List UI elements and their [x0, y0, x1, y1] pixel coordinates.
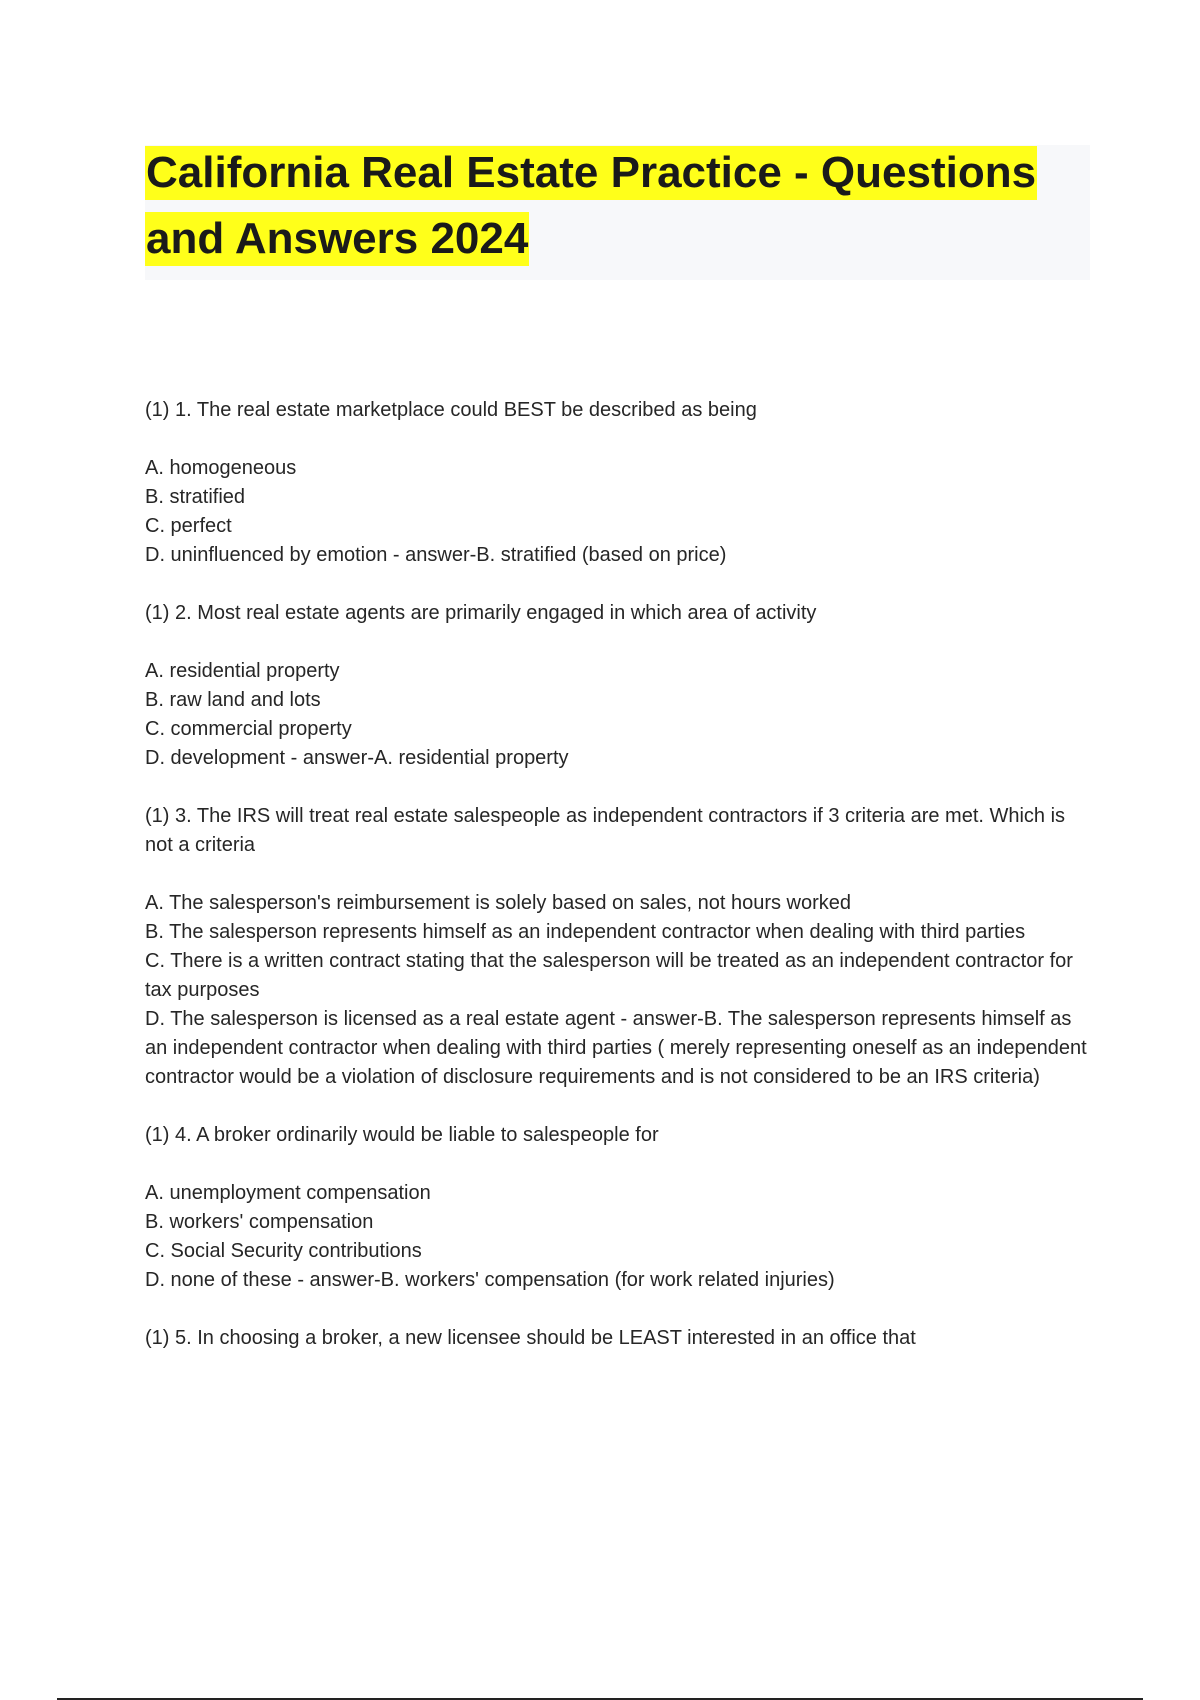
option-d-with-answer: D. uninfluenced by emotion - answer-B. stratified (based on price): [145, 544, 727, 566]
question-item: [145, 396, 1090, 570]
option-b: B. stratified: [145, 486, 246, 508]
question-item: [145, 802, 1090, 1092]
question-list: [145, 396, 1090, 1382]
question-text: (1) 5. In choosing a broker, a new licensee should be LEAST interested in an office that: [145, 1327, 916, 1349]
option-b: B. workers' compensation: [145, 1211, 374, 1233]
question-text: (1) 2. Most real estate agents are primarily engaged in which area of activity: [145, 602, 817, 624]
answer-options: [145, 889, 1090, 1092]
answer-options: [145, 454, 1090, 570]
option-d-with-answer: D. development - answer-A. residential property: [145, 747, 569, 769]
answer-options: [145, 1179, 1090, 1295]
question-item: [145, 1324, 1090, 1353]
page-title-line-2: and Answers 2024: [145, 212, 529, 266]
question-text: (1) 3. The IRS will treat real estate salespeople as independent contractors if 3 criteria are met. Which is not a criteria: [145, 805, 1066, 856]
question-text: (1) 4. A broker ordinarily would be liable to salespeople for: [145, 1124, 659, 1146]
option-a: A. residential property: [145, 660, 340, 682]
question-text: (1) 1. The real estate marketplace could BEST be described as being: [145, 399, 757, 421]
option-d-with-answer: D. The salesperson is licensed as a real estate agent - answer-B. The salesperson represents himself as an independent contractor when dealing with third parties ( merely representing oneself as an independent contractor would be a violation of disclosure requirements and is not considered to be an IRS criteria): [145, 1008, 1087, 1088]
option-a: A. The salesperson's reimbursement is solely based on sales, not hours worked: [145, 892, 852, 914]
question-item: [145, 599, 1090, 773]
option-c: C. commercial property: [145, 718, 352, 740]
option-c: C. perfect: [145, 515, 232, 537]
option-d-with-answer: D. none of these - answer-B. workers' compensation (for work related injuries): [145, 1269, 835, 1291]
option-b: B. The salesperson represents himself as an independent contractor when dealing with third parties: [145, 921, 1026, 943]
option-a: A. homogeneous: [145, 457, 297, 479]
option-c: C. There is a written contract stating that the salesperson will be treated as an independent contractor for tax purposes: [145, 950, 1073, 1001]
answer-options: [145, 657, 1090, 773]
question-item: [145, 1121, 1090, 1295]
page-title-line-1: California Real Estate Practice - Questions: [145, 146, 1037, 200]
option-b: B. raw land and lots: [145, 689, 321, 711]
option-c: C. Social Security contributions: [145, 1240, 422, 1262]
option-a: A. unemployment compensation: [145, 1182, 431, 1204]
